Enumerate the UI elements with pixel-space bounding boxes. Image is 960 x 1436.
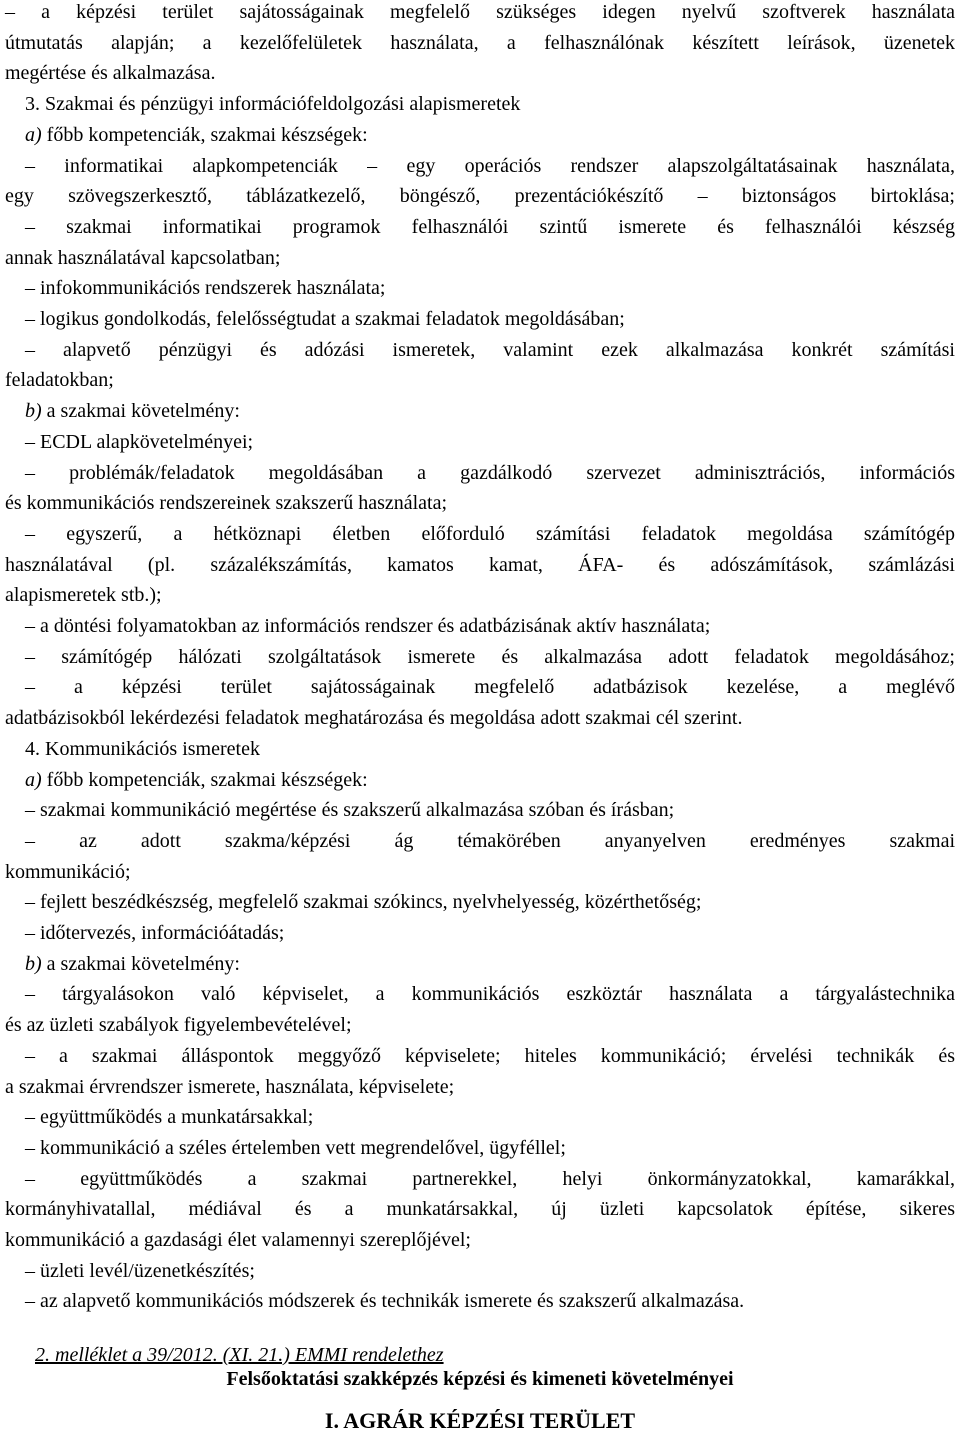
body-line [25,1259,955,1283]
body-line-text: – a döntési folyamatokban az információs rendszer és adatbázisának aktív használata; [25,615,711,637]
section-title: I. AGRÁR KÉPZÉSI TERÜLET [324,1408,636,1433]
list-marker: b) [25,952,42,975]
body-line [5,583,955,607]
body-line [25,768,955,792]
body-line-text: útmutatás alapján; a kezelőfelületek használata, a felhasználónak készített leírások, üzenetek [5,31,955,54]
body-line-text: – időtervezés, információátadás; [25,922,285,944]
body-line-text: – az alapvető kommunikációs módszerek és technikák ismerete és szakszerű alkalmazása. [25,1290,745,1313]
body-line [25,1167,955,1191]
body-line-text: – egyszerű, a hétköznapi életben előforduló számítási feladatok megoldása számítógép [25,522,955,545]
body-line [5,368,955,392]
body-line-text: – alapvető pénzügyi és adózási ismeretek, valamint ezek alkalmazása konkrét számítási [25,338,955,361]
body-line-text: 3. Szakmai és pénzügyi információfeldolgozási alapismeretek [25,93,521,116]
body-line [25,890,955,914]
body-line [5,706,955,730]
body-line [25,154,955,178]
body-line-text: – a képzési terület sajátosságainak megfelelő adatbázisok kezelése, a meglévő [25,676,955,699]
body-line-text: annak használatával kapcsolatban; [5,246,281,269]
body-line [25,675,955,699]
body-line [5,491,955,515]
body-line [25,737,955,761]
body-line [25,1289,955,1313]
body-line-text: – együttműködés a szakmai partnerekkel, helyi önkormányzatokkal, kamarákkal, [25,1167,955,1190]
body-line-text: – a szakmai álláspontok meggyőző képviselete; hiteles kommunikáció; érvelési technikák és [25,1044,955,1067]
body-line-text: – számítógép hálózati szolgáltatások ismerete és alkalmazása adott feladatok megoldásához; [25,645,955,668]
body-line [5,553,955,577]
document-title: Felsőoktatási szakképzés képzési és kimeneti követelményei [226,1368,734,1390]
body-line [25,522,955,546]
body-line-text: főbb kompetenciák, szakmai készségek: [41,123,368,146]
body-line-text: a szakmai követelmény: [41,952,240,975]
body-line [25,92,955,116]
body-line [25,614,955,638]
body-line [5,0,955,24]
body-line [25,276,955,300]
body-line-text: – tárgyalásokon való képviselet, a kommunikációs eszköztár használata a tárgyalástechnika [25,983,955,1006]
body-line [5,61,955,85]
body-line-text: – ECDL alapkövetelményei; [25,430,254,453]
body-line [25,215,955,239]
body-line-text: – infokommunikációs rendszerek használata; [25,277,386,300]
body-line [5,1075,955,1099]
body-line-text: 4. Kommunikációs ismeretek [25,737,260,760]
body-line [25,921,955,945]
body-line-text: – szakmai informatikai programok felhasználói szintű ismerete és felhasználói készség [25,215,955,238]
body-line [5,860,955,884]
body-line [5,31,955,55]
body-line [25,1044,955,1068]
body-line [25,829,955,853]
body-line-text: – fejlett beszédkészség, megfelelő szakmai szókincs, nyelvhelyesség, közérthetőség; [25,891,702,914]
body-line-text: – kommunikáció a széles értelemben vett megrendelővel, ügyféllel; [25,1136,566,1159]
body-line [25,338,955,362]
body-line-text: – az adott szakma/képzési ág témakörében anyanyelven eredményes szakmai [25,829,955,852]
body-line [25,123,955,147]
body-line [5,246,955,270]
annex-reference [25,1319,960,1366]
list-marker: b) [25,400,42,423]
body-line-text: feladatokban; [5,369,114,392]
body-line-text: főbb kompetenciák, szakmai készségek: [41,768,368,791]
body-line-text: – a képzési terület sajátosságainak megfelelő szükséges idegen nyelvű szoftverek használata [5,1,955,23]
body-line-text: használatával (pl. százalékszámítás, kamatos kamat, ÁFA- és adószámítások, számlázási [5,553,955,576]
body-line-text: – szakmai kommunikáció megértése és szakszerű alkalmazása szóban és írásban; [25,799,675,822]
body-line-text: – üzleti levél/üzenetkészítés; [25,1259,255,1282]
body-line-text: – informatikai alapkompetenciák – egy operációs rendszer alapszolgáltatásainak használata, [25,154,955,177]
body-line [5,1228,955,1252]
body-line-text: egy szövegszerkesztő, táblázatkezelő, böngésző, prezentációkészítő – biztonságos birtoklása; [5,185,955,208]
body-line [25,399,955,423]
body-line-text: – együttműködés a munkatársakkal; [25,1106,314,1129]
body-line [25,798,955,822]
body-line [25,461,955,485]
body-line [25,952,955,976]
body-line-text: és az üzleti szabályok figyelembevételével; [5,1014,352,1037]
body-line-text: kommunikáció a gazdasági élet valamennyi szereplőjével; [5,1229,471,1251]
body-line [5,1197,955,1221]
body-line-text: adatbázisokból lekérdezési feladatok meghatározása és megoldása adott szakmai cél szerint. [5,707,743,730]
body-line [25,430,955,454]
body-line [25,1136,955,1160]
body-line-text: – logikus gondolkodás, felelősségtudat a szakmai feladatok megoldásában; [25,308,625,330]
body-line [25,645,955,669]
body-line [25,982,955,1006]
annex-reference-text: 2. melléklet a 39/2012. (XI. 21.) EMMI rendelethez [35,1344,444,1366]
body-line [25,1105,955,1129]
list-marker: a) [25,768,42,791]
body-line-text: – problémák/feladatok megoldásában a gazdálkodó szervezet adminisztrációs, információs [25,461,955,484]
body-line [25,307,955,331]
body-line [5,184,955,208]
body-line-text: kormányhivatallal, médiával és a munkatársakkal, új üzleti kapcsolatok építése, sikeres [5,1198,955,1221]
body-line [5,1013,955,1037]
body-line-text: alapismeretek stb.); [5,584,162,607]
body-line-text: megértése és alkalmazása. [5,62,216,85]
body-line-text: a szakmai követelmény: [41,400,240,423]
body-line-text: és kommunikációs rendszereinek szakszerű használata; [5,492,448,515]
body-line-text: kommunikáció; [5,860,131,883]
body-line-text: a szakmai érvrendszer ismerete, használata, képviselete; [5,1075,455,1098]
list-marker: a) [25,123,42,146]
